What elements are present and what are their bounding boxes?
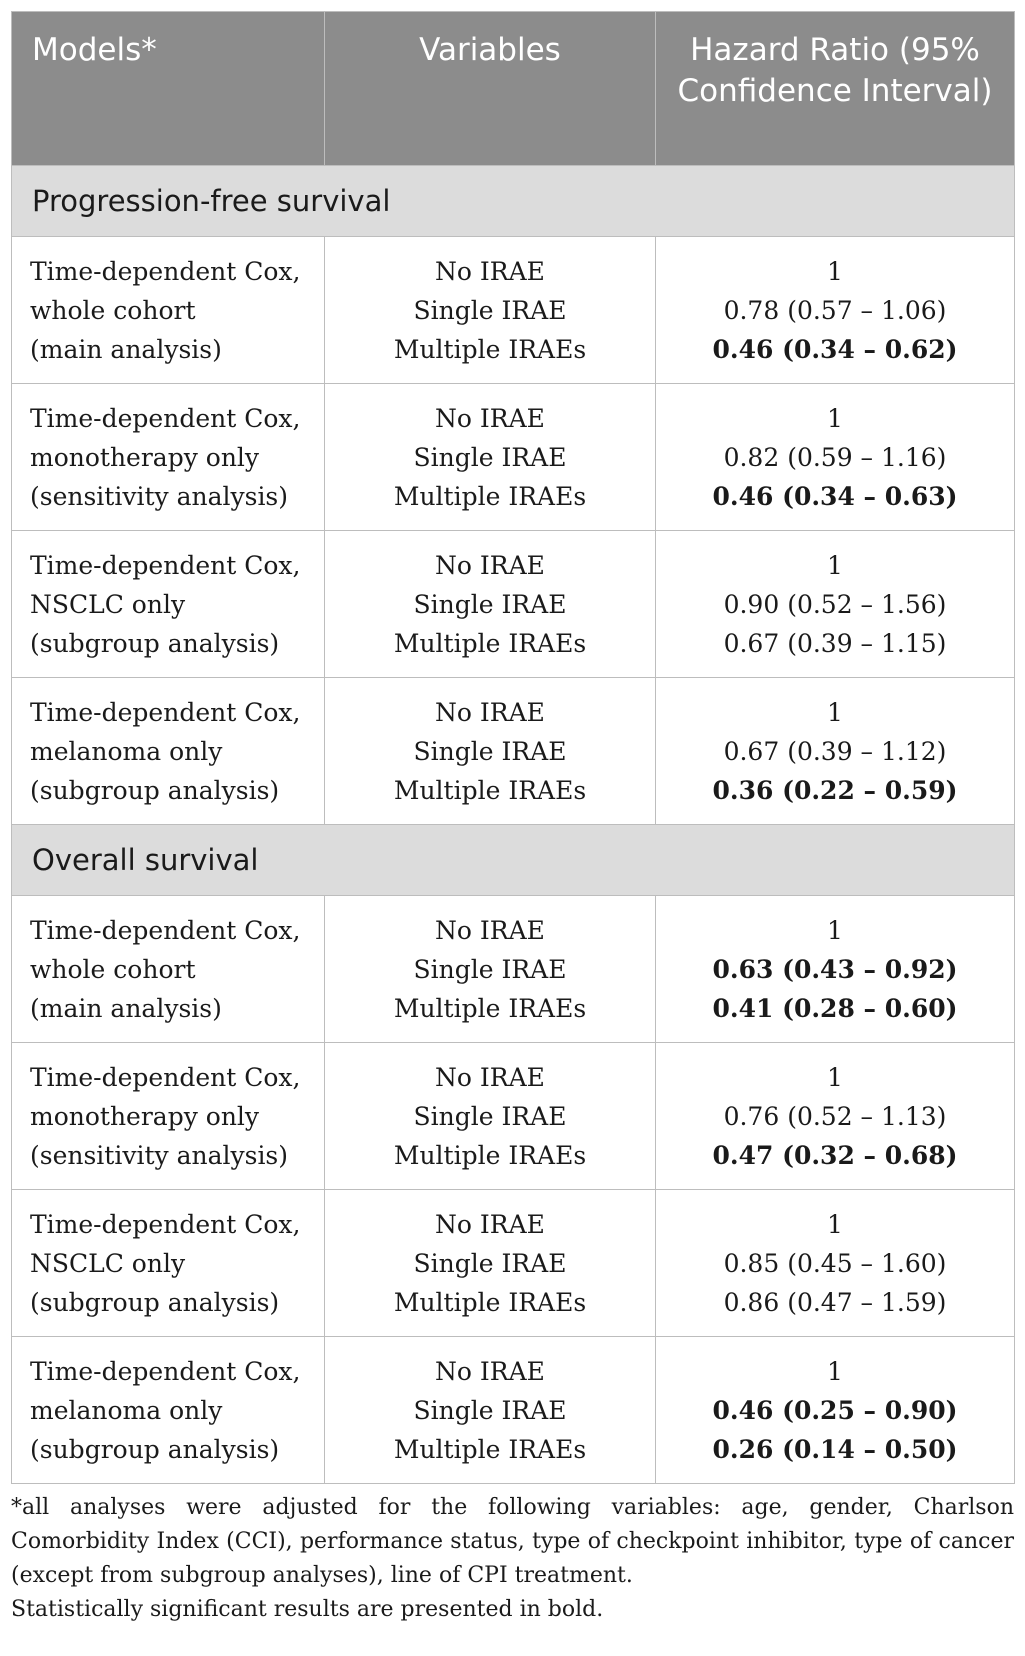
hazard-ratio-cell xyxy=(656,678,1015,825)
hazard-ratio-value: 0.86 (0.47 – 1.59) xyxy=(723,1287,947,1317)
model-line: (main analysis) xyxy=(30,334,222,364)
model-line: Time-dependent Cox, xyxy=(30,550,301,580)
table-body xyxy=(12,166,1015,1484)
variable-label: No IRAE xyxy=(435,403,545,433)
model-cell xyxy=(12,896,325,1043)
model-cell xyxy=(12,1043,325,1190)
hazard-ratio-value: 0.47 (0.32 – 0.68) xyxy=(712,1140,958,1170)
variable-label: No IRAE xyxy=(435,1209,545,1239)
variables-cell xyxy=(325,1043,656,1190)
hazard-ratio-value: 0.76 (0.52 – 1.13) xyxy=(723,1101,947,1131)
table-row xyxy=(12,896,1015,1043)
model-line: (subgroup analysis) xyxy=(30,628,280,658)
model-line: (sensitivity analysis) xyxy=(30,481,289,511)
variable-label: Multiple IRAEs xyxy=(393,334,587,364)
hazard-ratio-value: 1 xyxy=(827,1062,843,1092)
variable-label: Multiple IRAEs xyxy=(393,1287,587,1317)
variable-label: Multiple IRAEs xyxy=(393,628,587,658)
model-cell xyxy=(12,384,325,531)
table-row xyxy=(12,1337,1015,1484)
model-line: Time-dependent Cox, xyxy=(30,256,301,286)
table-row xyxy=(12,1043,1015,1190)
variable-label: Single IRAE xyxy=(413,442,567,472)
model-line: monotherapy only xyxy=(30,1101,260,1131)
variable-label: No IRAE xyxy=(435,915,545,945)
model-cell xyxy=(12,1190,325,1337)
variable-label: No IRAE xyxy=(435,256,545,286)
hazard-ratio-cell xyxy=(656,1043,1015,1190)
hazard-ratio-value: 0.46 (0.25 – 0.90) xyxy=(712,1395,958,1425)
variable-label: No IRAE xyxy=(435,1356,545,1386)
header-hazard-ratio: Hazard Ratio (95% Confidence Interval) xyxy=(656,12,1015,166)
hazard-ratio-value: 0.26 (0.14 – 0.50) xyxy=(712,1434,958,1464)
variables-cell xyxy=(325,896,656,1043)
model-line: (subgroup analysis) xyxy=(30,1434,280,1464)
hazard-ratio-value: 0.90 (0.52 – 1.56) xyxy=(723,589,947,619)
model-line: (sensitivity analysis) xyxy=(30,1140,289,1170)
model-line: NSCLC only xyxy=(30,589,186,619)
model-line: Time-dependent Cox, xyxy=(30,403,301,433)
variable-label: Single IRAE xyxy=(413,295,567,325)
hazard-ratio-value: 0.41 (0.28 – 0.60) xyxy=(712,993,958,1023)
model-line: Time-dependent Cox, xyxy=(30,697,301,727)
model-line: whole cohort xyxy=(30,295,196,325)
model-line: (subgroup analysis) xyxy=(30,775,280,805)
section-title: Overall survival xyxy=(12,825,1015,896)
table-row xyxy=(12,678,1015,825)
hazard-ratio-cell xyxy=(656,896,1015,1043)
model-line: Time-dependent Cox, xyxy=(30,915,301,945)
model-cell xyxy=(12,678,325,825)
table-row xyxy=(12,1190,1015,1337)
model-line: monotherapy only xyxy=(30,442,260,472)
model-cell xyxy=(12,237,325,384)
hazard-ratio-table xyxy=(11,11,1015,1484)
table-header-row xyxy=(12,12,1015,166)
variable-label: Multiple IRAEs xyxy=(393,1140,587,1170)
table-row xyxy=(12,384,1015,531)
variable-label: No IRAE xyxy=(435,697,545,727)
model-line: (main analysis) xyxy=(30,993,222,1023)
hazard-ratio-value: 1 xyxy=(827,256,843,286)
hazard-ratio-value: 1 xyxy=(827,1356,843,1386)
hazard-ratio-value: 0.67 (0.39 – 1.15) xyxy=(723,628,947,658)
hazard-ratio-value: 0.78 (0.57 – 1.06) xyxy=(723,295,947,325)
hazard-ratio-value: 0.82 (0.59 – 1.16) xyxy=(723,442,947,472)
model-line: melanoma only xyxy=(30,736,223,766)
hazard-ratio-cell xyxy=(656,237,1015,384)
hazard-ratio-cell xyxy=(656,384,1015,531)
hazard-ratio-value: 1 xyxy=(827,915,843,945)
header-variables: Variables xyxy=(325,12,656,166)
hazard-ratio-value: 1 xyxy=(827,697,843,727)
hazard-ratio-value: 0.36 (0.22 – 0.59) xyxy=(712,775,958,805)
hazard-ratio-value: 1 xyxy=(827,1209,843,1239)
header-models: Models* xyxy=(12,12,325,166)
variables-cell xyxy=(325,384,656,531)
variables-cell xyxy=(325,1337,656,1484)
table-row xyxy=(12,531,1015,678)
variable-label: No IRAE xyxy=(435,1062,545,1092)
hazard-ratio-cell xyxy=(656,1337,1015,1484)
variable-label: Multiple IRAEs xyxy=(393,775,587,805)
variable-label: Multiple IRAEs xyxy=(393,993,587,1023)
hazard-ratio-value: 0.67 (0.39 – 1.12) xyxy=(723,736,947,766)
footnote-bold-note: Statistically significant results are presented in bold. xyxy=(11,1597,604,1622)
hazard-ratio-cell xyxy=(656,1190,1015,1337)
hazard-ratio-value: 0.63 (0.43 – 0.92) xyxy=(712,954,958,984)
variable-label: No IRAE xyxy=(435,550,545,580)
hazard-ratio-cell xyxy=(656,531,1015,678)
variable-label: Multiple IRAEs xyxy=(393,1434,587,1464)
section-header-row xyxy=(12,825,1015,896)
model-cell xyxy=(12,1337,325,1484)
model-cell xyxy=(12,531,325,678)
table-row xyxy=(12,237,1015,384)
table-footnotes xyxy=(11,1491,1014,1627)
variable-label: Single IRAE xyxy=(413,589,567,619)
model-line: (subgroup analysis) xyxy=(30,1287,280,1317)
hazard-ratio-value: 0.46 (0.34 – 0.62) xyxy=(712,334,958,364)
variable-label: Single IRAE xyxy=(413,1395,567,1425)
variables-cell xyxy=(325,1190,656,1337)
variable-label: Single IRAE xyxy=(413,736,567,766)
hazard-ratio-value: 0.46 (0.34 – 0.63) xyxy=(712,481,958,511)
model-line: NSCLC only xyxy=(30,1248,186,1278)
variable-label: Single IRAE xyxy=(413,954,567,984)
section-header-row xyxy=(12,166,1015,237)
model-line: Time-dependent Cox, xyxy=(30,1209,301,1239)
model-line: melanoma only xyxy=(30,1395,223,1425)
model-line: whole cohort xyxy=(30,954,196,984)
hazard-ratio-value: 0.85 (0.45 – 1.60) xyxy=(723,1248,947,1278)
hazard-ratio-value: 1 xyxy=(827,550,843,580)
variable-label: Single IRAE xyxy=(413,1248,567,1278)
results-table-container xyxy=(11,11,1014,1627)
model-line: Time-dependent Cox, xyxy=(30,1356,301,1386)
variables-cell xyxy=(325,237,656,384)
variable-label: Single IRAE xyxy=(413,1101,567,1131)
hazard-ratio-value: 1 xyxy=(827,403,843,433)
variables-cell xyxy=(325,531,656,678)
section-title: Progression-free survival xyxy=(12,166,1015,237)
variables-cell xyxy=(325,678,656,825)
variable-label: Multiple IRAEs xyxy=(393,481,587,511)
footnote-adjustment: *all analyses were adjusted for the following variables: age, gender, Charlson Comorbidity Index (CCI), performance status, type of checkpoint inhibitor, type of cancer (except from subgroup analyses), line of CPI treatment. xyxy=(11,1495,1014,1588)
model-line: Time-dependent Cox, xyxy=(30,1062,301,1092)
